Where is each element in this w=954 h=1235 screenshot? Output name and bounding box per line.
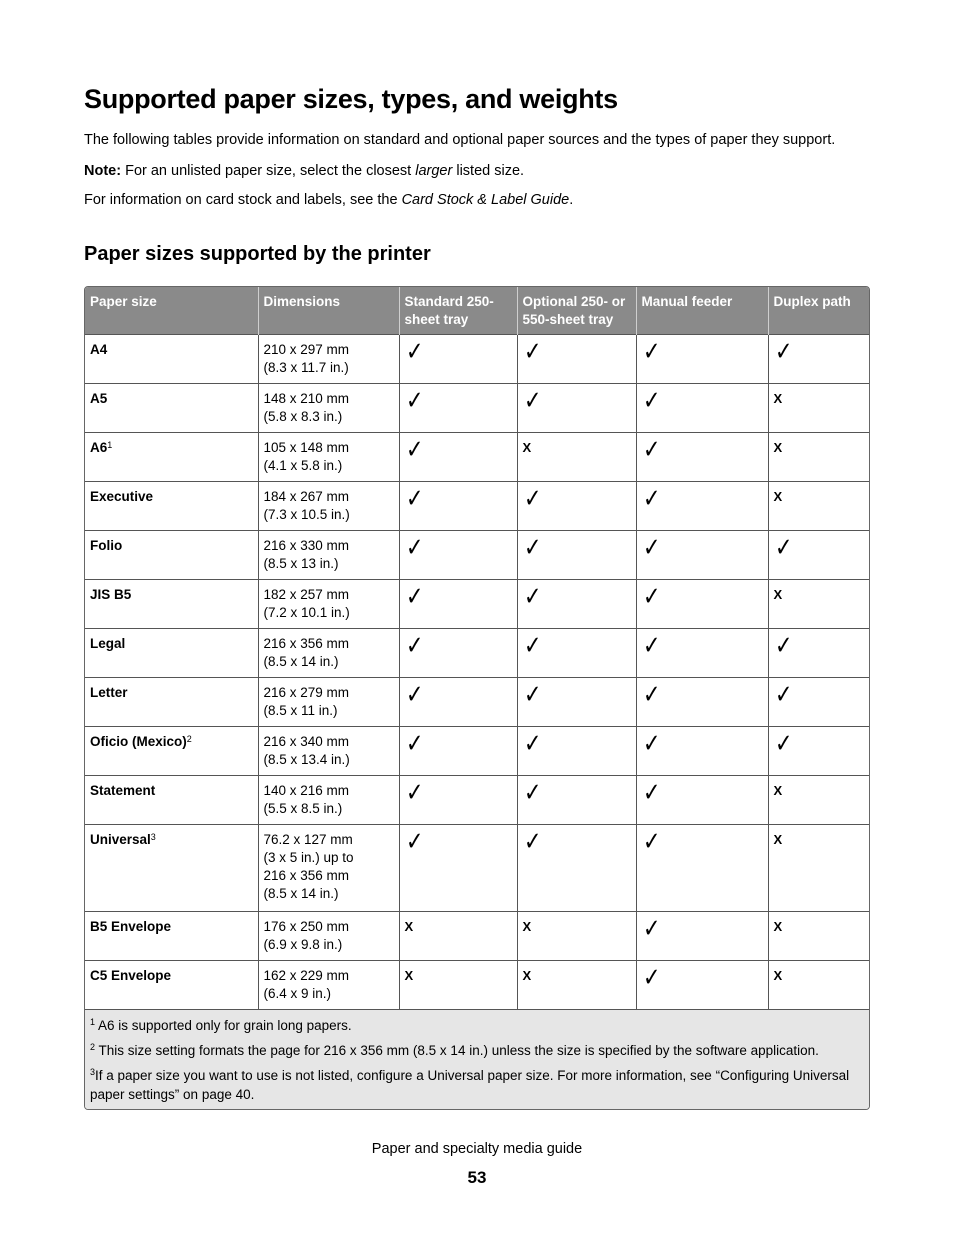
checkmark-icon: ✓	[405, 582, 423, 612]
header-paper-size: Paper size	[85, 287, 258, 335]
x-mark-icon: X	[404, 968, 414, 983]
x-mark-icon: X	[773, 919, 783, 934]
intro-paragraph: The following tables provide information on standard and optional paper sources and the types of paper they support.	[84, 132, 836, 148]
duplex-path-cell	[768, 384, 870, 433]
table-row	[85, 912, 870, 961]
optional-tray-cell	[517, 580, 636, 629]
footnote-marker: 1	[90, 1017, 96, 1027]
checkmark-icon: ✓	[642, 337, 660, 367]
table-row	[85, 433, 870, 482]
paper-size-cell	[85, 629, 258, 678]
dimension-line: 140 x 216 mm	[263, 783, 350, 798]
footnotes-row	[85, 1010, 870, 1110]
info-text-before: For information on card stock and labels, see the	[84, 192, 402, 208]
optional-tray-cell	[517, 482, 636, 531]
duplex-path-cell	[768, 825, 870, 912]
standard-tray-cell	[399, 825, 517, 912]
dimensions-cell	[258, 727, 399, 776]
checkmark-icon: ✓	[405, 533, 423, 563]
note-emphasis: larger	[415, 163, 453, 179]
standard-tray-cell	[399, 629, 517, 678]
dimensions-cell	[258, 961, 399, 1010]
manual-feeder-cell	[636, 678, 768, 727]
paper-size-cell	[85, 384, 258, 433]
optional-tray-cell	[517, 531, 636, 580]
paper-size-cell	[85, 580, 258, 629]
checkmark-icon: ✓	[405, 729, 423, 759]
dimension-line: (8.5 x 14 in.)	[263, 886, 339, 901]
table-row	[85, 629, 870, 678]
manual-feeder-cell	[636, 727, 768, 776]
footnote	[90, 1066, 865, 1104]
checkmark-icon: ✓	[774, 337, 792, 367]
checkmark-icon: ✓	[405, 778, 423, 808]
footnote-marker: 2	[90, 1042, 96, 1052]
manual-feeder-cell	[636, 912, 768, 961]
page-number: 53	[467, 1168, 487, 1187]
standard-tray-cell	[399, 335, 517, 384]
paper-size-name: Executive	[90, 489, 154, 504]
dimension-line: (5.8 x 8.3 in.)	[263, 409, 343, 424]
dimension-line: 216 x 356 mm	[263, 868, 350, 883]
guide-title: Card Stock & Label Guide	[401, 192, 570, 208]
dimension-line: (6.4 x 9 in.)	[263, 986, 332, 1001]
paper-size-name: Oficio (Mexico)	[90, 734, 187, 749]
dimensions-cell	[258, 384, 399, 433]
dimensions-cell	[258, 776, 399, 825]
checkmark-icon: ✓	[642, 914, 660, 944]
dimensions-cell	[258, 912, 399, 961]
checkmark-icon: ✓	[523, 484, 541, 514]
checkmark-icon: ✓	[642, 963, 660, 993]
manual-feeder-cell	[636, 961, 768, 1010]
optional-tray-cell	[517, 433, 636, 482]
checkmark-icon: ✓	[405, 631, 423, 661]
dimension-line: 184 x 267 mm	[263, 489, 350, 504]
table-row	[85, 825, 870, 912]
paper-size-cell	[85, 961, 258, 1010]
checkmark-icon: ✓	[523, 729, 541, 759]
table-row	[85, 482, 870, 531]
dimension-line: (4.1 x 5.8 in.)	[263, 458, 343, 473]
checkmark-icon: ✓	[405, 827, 423, 857]
paper-size-cell	[85, 335, 258, 384]
footnote-text: This size setting formats the page for 216 x 356 mm (8.5 x 14 in.) unless the size is specified by the software application.	[95, 1043, 819, 1058]
optional-tray-cell	[517, 912, 636, 961]
optional-tray-cell	[517, 384, 636, 433]
manual-feeder-cell	[636, 482, 768, 531]
table-header-row	[85, 287, 870, 335]
header-dimensions: Dimensions	[258, 287, 399, 335]
duplex-path-cell	[768, 433, 870, 482]
checkmark-icon: ✓	[523, 533, 541, 563]
checkmark-icon: ✓	[642, 631, 660, 661]
footer-label: Paper and specialty media guide	[371, 1141, 583, 1157]
duplex-path-cell	[768, 580, 870, 629]
footnote	[90, 1041, 865, 1060]
duplex-path-cell	[768, 912, 870, 961]
paper-size-name: A5	[90, 391, 108, 406]
table-row	[85, 776, 870, 825]
checkmark-icon: ✓	[523, 680, 541, 710]
paper-size-name: Statement	[90, 783, 156, 798]
dimension-line: (7.3 x 10.5 in.)	[263, 507, 350, 522]
page-title: Supported paper sizes, types, and weights	[84, 84, 618, 114]
checkmark-icon: ✓	[642, 778, 660, 808]
dimension-line: (6.9 x 9.8 in.)	[263, 937, 343, 952]
paper-size-name: A6	[90, 440, 108, 455]
paper-size-cell	[85, 776, 258, 825]
dimension-line: 210 x 297 mm	[263, 342, 350, 357]
dimension-line: (8.5 x 11 in.)	[263, 703, 338, 718]
dimensions-cell	[258, 531, 399, 580]
x-mark-icon: X	[773, 587, 783, 602]
footnote-text: A6 is supported only for grain long papers.	[95, 1018, 352, 1033]
checkmark-icon: ✓	[405, 337, 423, 367]
header-optional-tray: Optional 250- or 550-sheet tray	[517, 287, 636, 335]
dimension-line: 162 x 229 mm	[263, 968, 350, 983]
checkmark-icon: ✓	[523, 631, 541, 661]
paper-size-name: Letter	[90, 685, 128, 700]
x-mark-icon: X	[404, 919, 414, 934]
dimensions-cell	[258, 482, 399, 531]
duplex-path-cell	[768, 335, 870, 384]
duplex-path-cell	[768, 776, 870, 825]
table-row	[85, 961, 870, 1010]
note-text-before: For an unlisted paper size, select the closest	[121, 163, 416, 179]
header-standard-tray: Standard 250-sheet tray	[399, 287, 517, 335]
table-row	[85, 531, 870, 580]
note-text-after: listed size.	[452, 163, 525, 179]
optional-tray-cell	[517, 335, 636, 384]
dimension-line: (8.5 x 13.4 in.)	[263, 752, 350, 767]
standard-tray-cell	[399, 776, 517, 825]
checkmark-icon: ✓	[405, 435, 423, 465]
standard-tray-cell	[399, 912, 517, 961]
dimension-line: 76.2 x 127 mm	[263, 832, 353, 847]
footnote-reference: 2	[186, 734, 192, 744]
duplex-path-cell	[768, 961, 870, 1010]
manual-feeder-cell	[636, 580, 768, 629]
manual-feeder-cell	[636, 433, 768, 482]
dimensions-cell	[258, 825, 399, 912]
checkmark-icon: ✓	[405, 484, 423, 514]
duplex-path-cell	[768, 482, 870, 531]
footnote-reference: 1	[107, 440, 113, 450]
duplex-path-cell	[768, 727, 870, 776]
standard-tray-cell	[399, 482, 517, 531]
x-mark-icon: X	[773, 832, 783, 847]
paper-size-name: JIS B5	[90, 587, 132, 602]
footnote-text: If a paper size you want to use is not listed, configure a Universal paper size. For more information, see “Configuring Universal paper settings” on page 40.	[90, 1068, 850, 1102]
dimension-line: 148 x 210 mm	[263, 391, 350, 406]
header-manual-feeder: Manual feeder	[636, 287, 768, 335]
checkmark-icon: ✓	[642, 484, 660, 514]
checkmark-icon: ✓	[774, 680, 792, 710]
checkmark-icon: ✓	[523, 582, 541, 612]
checkmark-icon: ✓	[523, 386, 541, 416]
standard-tray-cell	[399, 580, 517, 629]
table-row	[85, 678, 870, 727]
optional-tray-cell	[517, 825, 636, 912]
footnote-marker: 3	[90, 1067, 96, 1077]
dimension-line: 216 x 356 mm	[263, 636, 350, 651]
paper-size-cell	[85, 825, 258, 912]
x-mark-icon: X	[522, 440, 532, 455]
paper-size-cell	[85, 531, 258, 580]
dimension-line: (7.2 x 10.1 in.)	[263, 605, 350, 620]
standard-tray-cell	[399, 433, 517, 482]
checkmark-icon: ✓	[405, 386, 423, 416]
checkmark-icon: ✓	[523, 778, 541, 808]
x-mark-icon: X	[773, 489, 783, 504]
optional-tray-cell	[517, 961, 636, 1010]
table-row	[85, 335, 870, 384]
checkmark-icon: ✓	[642, 729, 660, 759]
manual-feeder-cell	[636, 629, 768, 678]
table-row	[85, 384, 870, 433]
paper-size-cell	[85, 727, 258, 776]
optional-tray-cell	[517, 678, 636, 727]
checkmark-icon: ✓	[774, 729, 792, 759]
dimensions-cell	[258, 335, 399, 384]
manual-feeder-cell	[636, 335, 768, 384]
duplex-path-cell	[768, 678, 870, 727]
checkmark-icon: ✓	[642, 582, 660, 612]
standard-tray-cell	[399, 384, 517, 433]
note-paragraph	[84, 162, 524, 180]
dimension-line: 182 x 257 mm	[263, 587, 350, 602]
paper-size-name: C5 Envelope	[90, 968, 172, 983]
paper-size-cell	[85, 482, 258, 531]
standard-tray-cell	[399, 961, 517, 1010]
checkmark-icon: ✓	[774, 533, 792, 563]
x-mark-icon: X	[773, 391, 783, 406]
paper-size-cell	[85, 678, 258, 727]
paper-size-name: Universal	[90, 832, 151, 847]
checkmark-icon: ✓	[642, 435, 660, 465]
paper-size-cell	[85, 912, 258, 961]
dimension-line: (3 x 5 in.) up to	[263, 850, 354, 865]
dimension-line: (8.5 x 13 in.)	[263, 556, 339, 571]
checkmark-icon: ✓	[642, 533, 660, 563]
manual-feeder-cell	[636, 531, 768, 580]
checkmark-icon: ✓	[523, 827, 541, 857]
standard-tray-cell	[399, 531, 517, 580]
checkmark-icon: ✓	[774, 631, 792, 661]
paper-size-name: Legal	[90, 636, 126, 651]
manual-feeder-cell	[636, 384, 768, 433]
paper-sizes-table	[84, 286, 870, 1110]
standard-tray-cell	[399, 678, 517, 727]
optional-tray-cell	[517, 776, 636, 825]
footnotes-cell	[85, 1010, 870, 1110]
manual-feeder-cell	[636, 776, 768, 825]
dimension-line: 105 x 148 mm	[263, 440, 350, 455]
duplex-path-cell	[768, 531, 870, 580]
dimensions-cell	[258, 433, 399, 482]
info-paragraph	[84, 191, 573, 209]
x-mark-icon: X	[773, 440, 783, 455]
dimension-line: (8.3 x 11.7 in.)	[263, 360, 349, 375]
x-mark-icon: X	[773, 783, 783, 798]
checkmark-icon: ✓	[405, 680, 423, 710]
footnote	[90, 1016, 865, 1035]
dimensions-cell	[258, 678, 399, 727]
checkmark-icon: ✓	[642, 680, 660, 710]
table-row	[85, 580, 870, 629]
standard-tray-cell	[399, 727, 517, 776]
dimensions-cell	[258, 629, 399, 678]
x-mark-icon: X	[773, 968, 783, 983]
paper-size-name: Folio	[90, 538, 123, 553]
manual-feeder-cell	[636, 825, 768, 912]
dimension-line: 216 x 279 mm	[263, 685, 350, 700]
note-label: Note:	[84, 163, 122, 179]
paper-size-name: A4	[90, 342, 108, 357]
footnote-reference: 3	[150, 832, 156, 842]
x-mark-icon: X	[522, 919, 532, 934]
checkmark-icon: ✓	[523, 337, 541, 367]
dimension-line: (8.5 x 14 in.)	[263, 654, 339, 669]
checkmark-icon: ✓	[642, 386, 660, 416]
header-duplex-path: Duplex path	[768, 287, 870, 335]
paper-size-name: B5 Envelope	[90, 919, 172, 934]
table-row	[85, 727, 870, 776]
dimension-line: (5.5 x 8.5 in.)	[263, 801, 343, 816]
optional-tray-cell	[517, 629, 636, 678]
info-text-after: .	[569, 192, 574, 208]
duplex-path-cell	[768, 629, 870, 678]
dimensions-cell	[258, 580, 399, 629]
dimension-line: 216 x 330 mm	[263, 538, 350, 553]
section-title: Paper sizes supported by the printer	[84, 243, 431, 265]
dimension-line: 176 x 250 mm	[263, 919, 350, 934]
optional-tray-cell	[517, 727, 636, 776]
checkmark-icon: ✓	[642, 827, 660, 857]
x-mark-icon: X	[522, 968, 532, 983]
dimension-line: 216 x 340 mm	[263, 734, 350, 749]
paper-size-cell	[85, 433, 258, 482]
